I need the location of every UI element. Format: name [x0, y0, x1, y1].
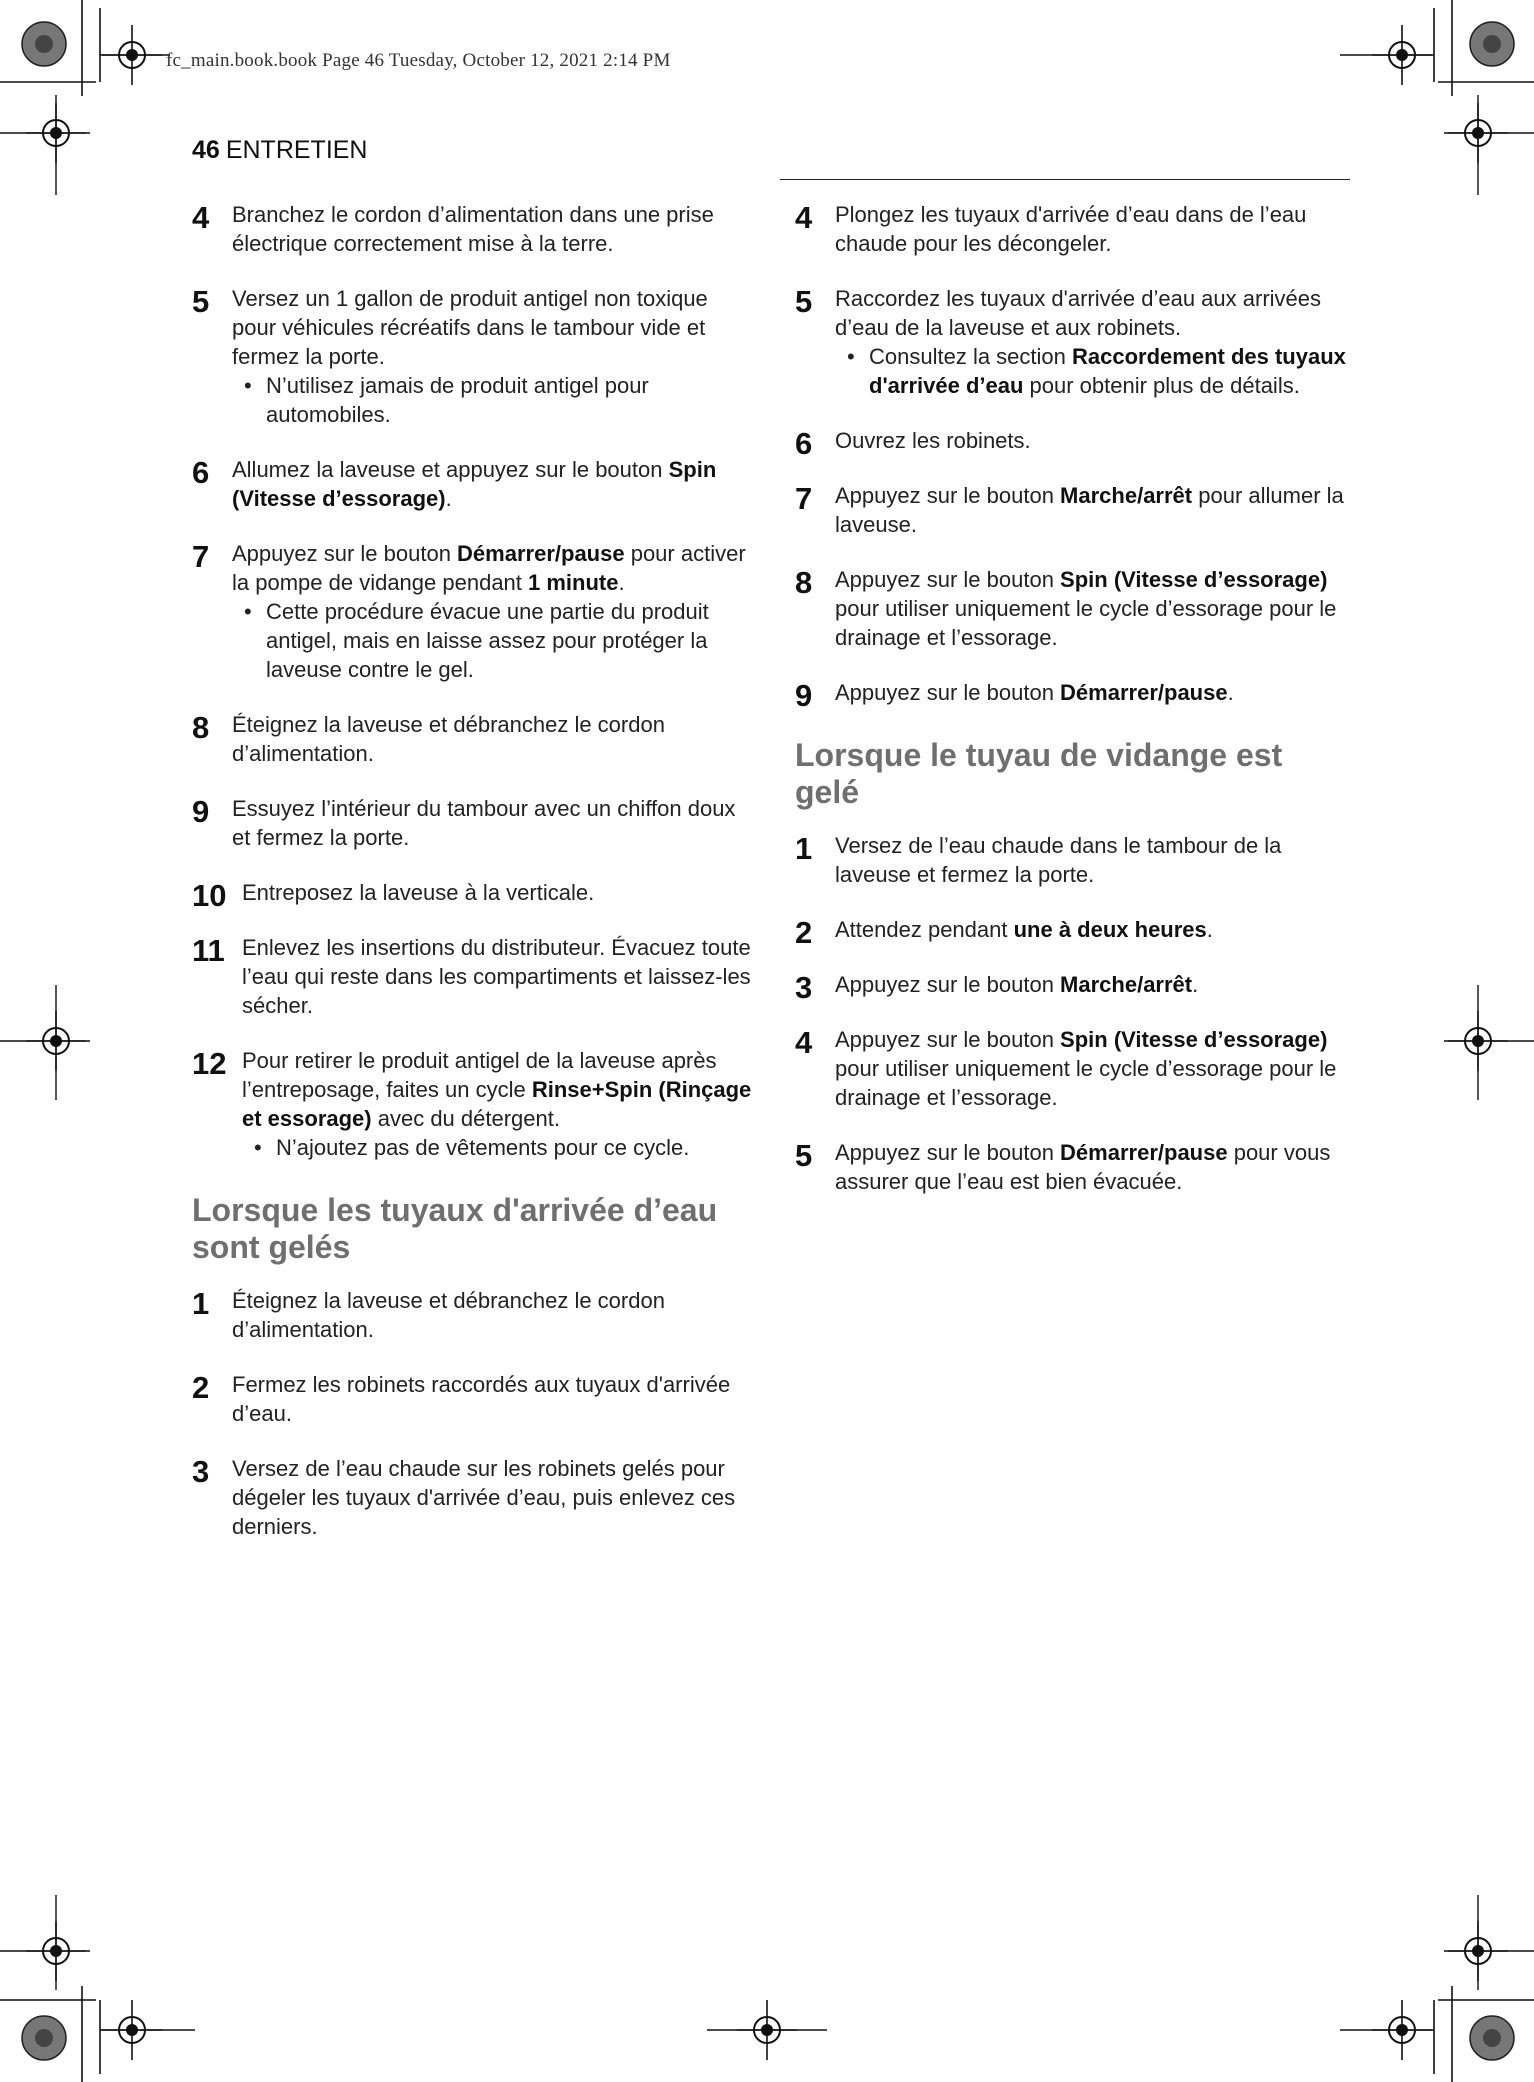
step-number: 3 — [795, 970, 813, 1005]
step-body — [192, 284, 752, 429]
bullet-text-run: Cette procédure évacue une partie du produit antigel, mais en laisse assez pour protéger la laveuse contre le gel. — [266, 599, 709, 682]
registration-mark-icon — [737, 2000, 797, 2060]
step-item — [795, 426, 1355, 461]
bullet-text-run: N’ajoutez pas de vêtements pour ce cycle. — [276, 1135, 690, 1160]
step-text-bold: Spin (Vitesse d’essorage) — [1060, 1027, 1328, 1052]
step-item — [192, 878, 752, 913]
step-text — [232, 1370, 752, 1428]
step-text-bold: Marche/arrêt — [1060, 483, 1193, 508]
step-text-run: pour allumer la laveuse. — [835, 483, 1344, 537]
color-bar-mark-icon — [1470, 22, 1514, 66]
step-text-run: Essuyez l’intérieur du tambour avec un chiffon doux et fermez la porte. — [232, 796, 736, 850]
step-text-run: Appuyez sur le bouton — [232, 541, 458, 566]
registration-mark-icon — [26, 1011, 86, 1071]
registration-mark-icon — [1372, 2000, 1432, 2060]
step-text-run: Fermez les robinets raccordés aux tuyaux d'arrivée d’eau. — [232, 1372, 731, 1426]
step-text-run: Éteignez la laveuse et débranchez le cordon d’alimentation. — [232, 1288, 665, 1342]
step-text-run: Appuyez sur le bouton — [835, 1027, 1061, 1052]
left-column — [192, 194, 752, 1567]
step-text — [232, 539, 752, 597]
step-body — [192, 1286, 752, 1344]
step-text — [835, 970, 1355, 999]
step-number: 2 — [795, 915, 813, 950]
step-body — [192, 455, 752, 513]
step-body — [795, 284, 1355, 400]
step-text-run: Attendez pendant — [835, 917, 1014, 942]
step-body — [192, 794, 752, 852]
storage-steps-list — [192, 200, 752, 1162]
step-item — [795, 200, 1355, 258]
registration-mark-icon — [1372, 25, 1432, 85]
step-item — [795, 565, 1355, 652]
step-text-run: Ouvrez les robinets. — [835, 428, 1031, 453]
section-title-drain-frozen: Lorsque le tuyau de vidange est gelé — [795, 737, 1283, 810]
step-text-run: . — [1206, 917, 1213, 942]
step-item — [795, 678, 1355, 713]
step-body — [192, 1046, 752, 1162]
step-number: 1 — [795, 831, 813, 866]
header-rule — [780, 179, 1350, 180]
step-text-run: pour utiliser uniquement le cycle d’essorage pour le drainage et l’essorage. — [835, 596, 1337, 650]
step-body — [795, 200, 1355, 258]
step-number: 10 — [192, 878, 227, 913]
step-number: 12 — [192, 1046, 227, 1081]
step-body — [795, 831, 1355, 889]
step-number: 7 — [192, 539, 210, 574]
inlet-frozen-steps-list — [192, 1286, 752, 1541]
step-text-run: . — [618, 570, 625, 595]
step-number: 11 — [192, 933, 225, 968]
step-body — [192, 1370, 752, 1428]
step-body — [795, 481, 1355, 539]
step-number: 5 — [795, 284, 813, 319]
step-text — [242, 933, 752, 1020]
registration-mark-icon — [26, 103, 86, 163]
step-text — [835, 426, 1355, 455]
step-text-run: pour utiliser uniquement le cycle d’essorage pour le drainage et l’essorage. — [835, 1056, 1337, 1110]
step-text-bold: 1 minute — [528, 570, 619, 595]
step-item — [192, 455, 752, 513]
step-text — [242, 1046, 752, 1133]
step-text — [835, 1138, 1355, 1196]
step-text — [835, 481, 1355, 539]
step-number: 4 — [192, 200, 210, 235]
step-text-bold: Spin (Vitesse d’essorage) — [1060, 567, 1328, 592]
step-number: 7 — [795, 481, 813, 516]
step-item — [192, 1046, 752, 1162]
step-item — [795, 284, 1355, 400]
step-text-bold: Rinse+Spin (Rinçage et essorage) — [242, 1077, 752, 1131]
step-text-bold: Spin (Vitesse d’essorage) — [232, 457, 717, 511]
step-item — [192, 284, 752, 429]
step-text — [232, 710, 752, 768]
inlet-frozen-steps-continued — [795, 200, 1355, 713]
step-body — [795, 1138, 1355, 1196]
step-text-run: pour vous assurer que l’eau est bien évacuée. — [835, 1140, 1331, 1194]
step-number: 2 — [192, 1370, 210, 1405]
step-text-run: Versez de l’eau chaude dans le tambour de la laveuse et fermez la porte. — [835, 833, 1282, 887]
step-number: 8 — [795, 565, 813, 600]
registration-mark-icon — [102, 25, 162, 85]
step-text-run: avec du détergent. — [371, 1106, 560, 1131]
step-item — [192, 1370, 752, 1428]
step-item — [192, 200, 752, 258]
step-number: 8 — [192, 710, 210, 745]
step-text-bold: Marche/arrêt — [1060, 972, 1193, 997]
step-item — [795, 831, 1355, 889]
step-text-bold: Démarrer/pause — [1060, 1140, 1228, 1165]
step-item — [795, 915, 1355, 950]
bullet-text-run: Consultez la section — [869, 344, 1072, 369]
step-body — [192, 933, 752, 1020]
registration-mark-icon — [102, 2000, 162, 2060]
step-text-bold: une à deux heures — [1013, 917, 1207, 942]
step-text — [232, 794, 752, 852]
color-bar-mark-icon — [22, 22, 66, 66]
step-number: 4 — [795, 200, 813, 235]
step-text-run: Pour retirer le produit antigel de la laveuse après l’entreposage, faites un cycle — [242, 1048, 717, 1102]
section-title-inlet-frozen: Lorsque les tuyaux d'arrivée d’eau sont gelés — [192, 1192, 718, 1265]
step-item — [192, 1286, 752, 1344]
step-item — [795, 1138, 1355, 1196]
step-text — [232, 1286, 752, 1344]
step-number: 1 — [192, 1286, 210, 1321]
step-text — [835, 284, 1355, 342]
drain-frozen-steps-list — [795, 831, 1355, 1196]
step-text-run: Éteignez la laveuse et débranchez le cordon d’alimentation. — [232, 712, 665, 766]
step-body — [795, 678, 1355, 707]
step-text-run: Versez de l’eau chaude sur les robinets gelés pour dégeler les tuyaux d'arrivée d’eau, puis enlevez ces derniers. — [232, 1456, 736, 1539]
color-bar-mark-icon — [22, 2016, 66, 2060]
step-text-run: . — [1192, 972, 1199, 997]
step-text — [232, 455, 752, 513]
step-item — [192, 933, 752, 1020]
step-text-run: . — [445, 486, 452, 511]
right-column — [795, 194, 1355, 1222]
step-text — [835, 831, 1355, 889]
step-item — [192, 710, 752, 768]
step-item — [192, 1454, 752, 1541]
step-item — [192, 539, 752, 684]
color-bar-mark-icon — [1470, 2016, 1514, 2060]
bullet-text-run: pour obtenir plus de détails. — [1023, 373, 1300, 398]
step-number: 4 — [795, 1025, 813, 1060]
step-number: 6 — [192, 455, 210, 490]
section-name: ENTRETIEN — [225, 136, 368, 164]
step-body — [192, 539, 752, 684]
step-text — [835, 678, 1355, 707]
step-text — [835, 1025, 1355, 1112]
step-body — [795, 915, 1355, 944]
step-text-bold: Démarrer/pause — [457, 541, 625, 566]
step-bullet — [232, 371, 752, 429]
bullet-text-bold: Raccordement des tuyaux d'arrivée d’eau — [869, 344, 1346, 398]
step-body — [192, 878, 752, 907]
bullet-text-run: N’utilisez jamais de produit antigel pour automobiles. — [266, 373, 649, 427]
step-text-run: Allumez la laveuse et appuyez sur le bouton — [232, 457, 669, 482]
step-bullet — [232, 597, 752, 684]
step-text — [232, 200, 752, 258]
step-text-run: Appuyez sur le bouton — [835, 567, 1061, 592]
step-text-run: Raccordez les tuyaux d'arrivée d’eau aux arrivées d’eau de la laveuse et aux robinets. — [835, 286, 1321, 340]
step-bullet — [835, 342, 1355, 400]
page-number: 46 — [192, 136, 220, 164]
step-body — [795, 970, 1355, 999]
step-text-bold: Démarrer/pause — [1060, 680, 1228, 705]
step-text-run: Entreposez la laveuse à la verticale. — [242, 880, 595, 905]
step-text-run: Appuyez sur le bouton — [835, 1140, 1061, 1165]
step-item — [795, 481, 1355, 539]
step-number: 5 — [192, 284, 210, 319]
step-number: 5 — [795, 1138, 813, 1173]
step-item — [795, 1025, 1355, 1112]
step-item — [192, 794, 752, 852]
book-file-line: fc_main.book.book Page 46 Tuesday, October 12, 2021 2:14 PM — [166, 50, 671, 71]
step-text-run: Plongez les tuyaux d'arrivée d’eau dans de l’eau chaude pour les décongeler. — [835, 202, 1307, 256]
registration-mark-icon — [1448, 1011, 1508, 1071]
step-number: 9 — [192, 794, 210, 829]
step-body — [192, 200, 752, 258]
step-text-run: . — [1227, 680, 1234, 705]
step-text-run: Enlevez les insertions du distributeur. Évacuez toute l’eau qui reste dans les compartiments et laissez-les sécher. — [242, 935, 751, 1018]
step-text — [232, 1454, 752, 1541]
step-number: 6 — [795, 426, 813, 461]
step-text-run: pour activer la pompe de vidange pendant — [232, 541, 746, 595]
step-text — [835, 915, 1355, 944]
registration-mark-icon — [26, 1921, 86, 1981]
step-number: 9 — [795, 678, 813, 713]
step-body — [795, 1025, 1355, 1112]
step-body — [192, 1454, 752, 1541]
step-text — [835, 565, 1355, 652]
step-text-run: Appuyez sur le bouton — [835, 680, 1061, 705]
step-text-run: Appuyez sur le bouton — [835, 972, 1061, 997]
step-body — [795, 426, 1355, 455]
step-text — [232, 284, 752, 371]
step-text — [835, 200, 1355, 258]
step-body — [192, 710, 752, 768]
step-bullet — [242, 1133, 752, 1162]
step-item — [795, 970, 1355, 1005]
step-text-run: Appuyez sur le bouton — [835, 483, 1061, 508]
step-text-run: Branchez le cordon d’alimentation dans une prise électrique correctement mise à la terre. — [232, 202, 714, 256]
step-text-run: Versez un 1 gallon de produit antigel non toxique pour véhicules récréatifs dans le tambour vide et fermez la porte. — [232, 286, 708, 369]
step-body — [795, 565, 1355, 652]
step-text — [242, 878, 752, 907]
page-header — [192, 136, 368, 165]
registration-mark-icon — [1448, 1921, 1508, 1981]
step-number: 3 — [192, 1454, 210, 1489]
registration-mark-icon — [1448, 103, 1508, 163]
